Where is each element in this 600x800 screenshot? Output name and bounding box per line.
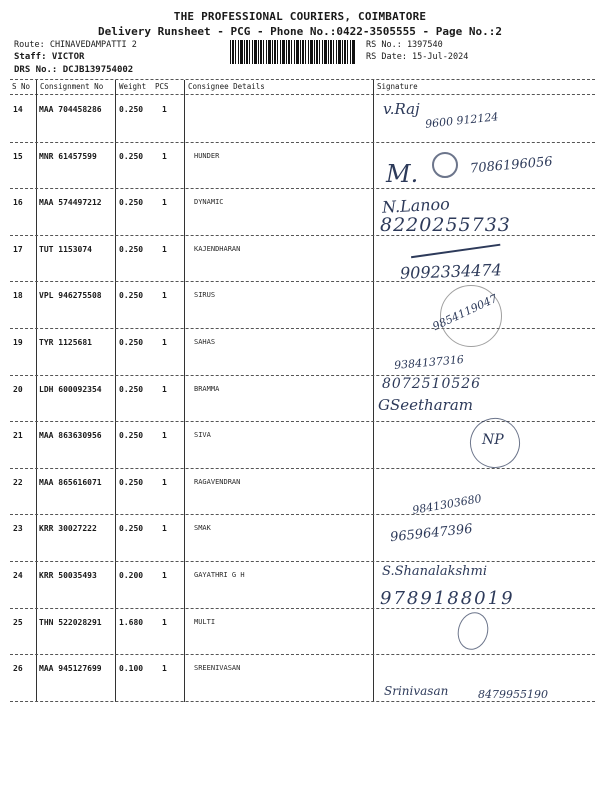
row-weight: 0.250 bbox=[119, 524, 144, 533]
row-divider bbox=[10, 468, 595, 469]
col-sno-header: S No bbox=[12, 82, 31, 91]
header-bottom-rule bbox=[10, 94, 595, 95]
row-consignment: VPL 946275508 bbox=[39, 291, 102, 300]
row-weight: 0.250 bbox=[119, 431, 144, 440]
row-consignee: HUNDER bbox=[194, 152, 220, 160]
row-pcs: 1 bbox=[162, 664, 167, 673]
row-sno: 14 bbox=[13, 105, 23, 114]
signature: 9384137316 bbox=[393, 352, 465, 373]
row-consignee: SIRUS bbox=[194, 291, 216, 299]
row-pcs: 1 bbox=[162, 105, 167, 114]
signature: NP bbox=[482, 432, 504, 448]
signature-scribble bbox=[432, 152, 458, 178]
row-consignment: MAA 865616071 bbox=[39, 478, 102, 487]
rs-date: RS Date: 15-Jul-2024 bbox=[366, 52, 469, 62]
row-divider bbox=[10, 375, 595, 376]
row-consignee: BRAMMA bbox=[194, 385, 220, 393]
row-consignment: TUT 1153074 bbox=[39, 245, 92, 254]
col-signature-header: Signature bbox=[377, 82, 418, 91]
row-consignment: KRR 50035493 bbox=[39, 571, 97, 580]
signature: GSeetharam bbox=[378, 396, 473, 414]
row-pcs: 1 bbox=[162, 571, 167, 580]
row-sno: 25 bbox=[13, 618, 23, 627]
signature: 9659647396 bbox=[389, 521, 474, 546]
row-sno: 15 bbox=[13, 152, 23, 161]
row-sno: 16 bbox=[13, 198, 23, 207]
signature: S.Shanalakshmi bbox=[382, 564, 488, 579]
signature: Srinivasan bbox=[384, 684, 449, 698]
row-consignment: MAA 704458286 bbox=[39, 105, 102, 114]
row-consignment: MAA 863630956 bbox=[39, 431, 102, 440]
row-pcs: 1 bbox=[162, 431, 167, 440]
signature: M. bbox=[386, 160, 419, 188]
col-details-header: Consignee Details bbox=[188, 82, 265, 91]
route-label: Route: CHINAVEDAMPATTI 2 bbox=[14, 40, 137, 50]
row-consignee: MULTI bbox=[194, 618, 216, 626]
row-sno: 26 bbox=[13, 664, 23, 673]
company-title: THE PROFESSIONAL COURIERS, COIMBATORE bbox=[173, 10, 427, 23]
row-sno: 21 bbox=[13, 431, 23, 440]
row-pcs: 1 bbox=[162, 198, 167, 207]
rs-number: RS No.: 1397540 bbox=[366, 40, 443, 50]
row-divider bbox=[10, 561, 595, 562]
row-weight: 0.200 bbox=[119, 571, 144, 580]
row-pcs: 1 bbox=[162, 618, 167, 627]
signature: 8072510526 bbox=[382, 376, 482, 392]
row-consignment: THN 522028291 bbox=[39, 618, 102, 627]
row-consignment: LDH 600092354 bbox=[39, 385, 102, 394]
row-consignment: MNR 61457599 bbox=[39, 152, 97, 161]
row-divider bbox=[10, 142, 595, 143]
col-weight-header: Weight bbox=[119, 82, 147, 91]
row-pcs: 1 bbox=[162, 478, 167, 487]
row-consignee: KAJENDHARAN bbox=[194, 245, 241, 253]
row-consignee: SAHAS bbox=[194, 338, 216, 346]
row-weight: 0.250 bbox=[119, 291, 144, 300]
row-divider bbox=[10, 328, 595, 329]
row-sno: 20 bbox=[13, 385, 23, 394]
row-sno: 19 bbox=[13, 338, 23, 347]
signature: 8479955190 bbox=[478, 688, 548, 701]
signature: 9092334474 bbox=[399, 260, 503, 283]
col-pcs-header: PCS bbox=[155, 82, 169, 91]
row-weight: 0.250 bbox=[119, 152, 144, 161]
row-weight: 0.250 bbox=[119, 385, 144, 394]
signature: 7086196056 bbox=[469, 154, 554, 177]
row-consignee: DYNAMIC bbox=[194, 198, 224, 206]
signature: 9854119047 bbox=[430, 291, 500, 334]
row-consignee: SMAK bbox=[194, 524, 211, 532]
row-weight: 0.250 bbox=[119, 198, 144, 207]
row-pcs: 1 bbox=[162, 524, 167, 533]
barcode bbox=[230, 40, 355, 64]
row-consignment: KRR 30027222 bbox=[39, 524, 97, 533]
signature: 9841303680 bbox=[411, 492, 483, 517]
row-sno: 22 bbox=[13, 478, 23, 487]
row-divider bbox=[10, 514, 595, 515]
row-weight: 0.250 bbox=[119, 338, 144, 347]
row-weight: 1.680 bbox=[119, 618, 144, 627]
row-divider bbox=[10, 701, 595, 702]
signature: v.Raj bbox=[383, 100, 420, 118]
row-consignment: MAA 574497212 bbox=[39, 198, 102, 207]
row-pcs: 1 bbox=[162, 152, 167, 161]
row-sno: 17 bbox=[13, 245, 23, 254]
drs-number: DRS No.: DCJB139754002 bbox=[14, 65, 134, 75]
signature: 8220255733 bbox=[380, 214, 511, 236]
row-consignee: SREENIVASAN bbox=[194, 664, 241, 672]
row-pcs: 1 bbox=[162, 385, 167, 394]
row-weight: 0.250 bbox=[119, 245, 144, 254]
signature: N.Lanoo bbox=[381, 194, 451, 217]
row-weight: 0.250 bbox=[119, 105, 144, 114]
row-sno: 18 bbox=[13, 291, 23, 300]
signature: 9789188019 bbox=[380, 588, 515, 609]
row-weight: 0.250 bbox=[119, 478, 144, 487]
row-consignment: MAA 945127699 bbox=[39, 664, 102, 673]
signature-strike bbox=[410, 234, 501, 258]
row-consignee: GAYATHRI G H bbox=[194, 571, 245, 579]
row-divider bbox=[10, 188, 595, 189]
row-sno: 24 bbox=[13, 571, 23, 580]
signature-scribble bbox=[454, 609, 493, 653]
row-pcs: 1 bbox=[162, 338, 167, 347]
header-top-rule bbox=[10, 79, 595, 80]
row-consignee: SIVA bbox=[194, 431, 211, 439]
row-weight: 0.100 bbox=[119, 664, 144, 673]
row-divider bbox=[10, 654, 595, 655]
row-divider bbox=[10, 281, 595, 282]
row-pcs: 1 bbox=[162, 245, 167, 254]
row-consignment: TYR 1125681 bbox=[39, 338, 92, 347]
signature: 9600 912124 bbox=[424, 110, 499, 131]
runsheet-title: Delivery Runsheet - PCG - Phone No.:0422-3505555 - Page No.:2 bbox=[98, 25, 502, 38]
row-sno: 23 bbox=[13, 524, 23, 533]
staff-label: Staff: VICTOR bbox=[14, 52, 85, 62]
col-consignment-header: Consignment No bbox=[40, 82, 104, 91]
row-consignee: RAGAVENDRAN bbox=[194, 478, 241, 486]
row-pcs: 1 bbox=[162, 291, 167, 300]
